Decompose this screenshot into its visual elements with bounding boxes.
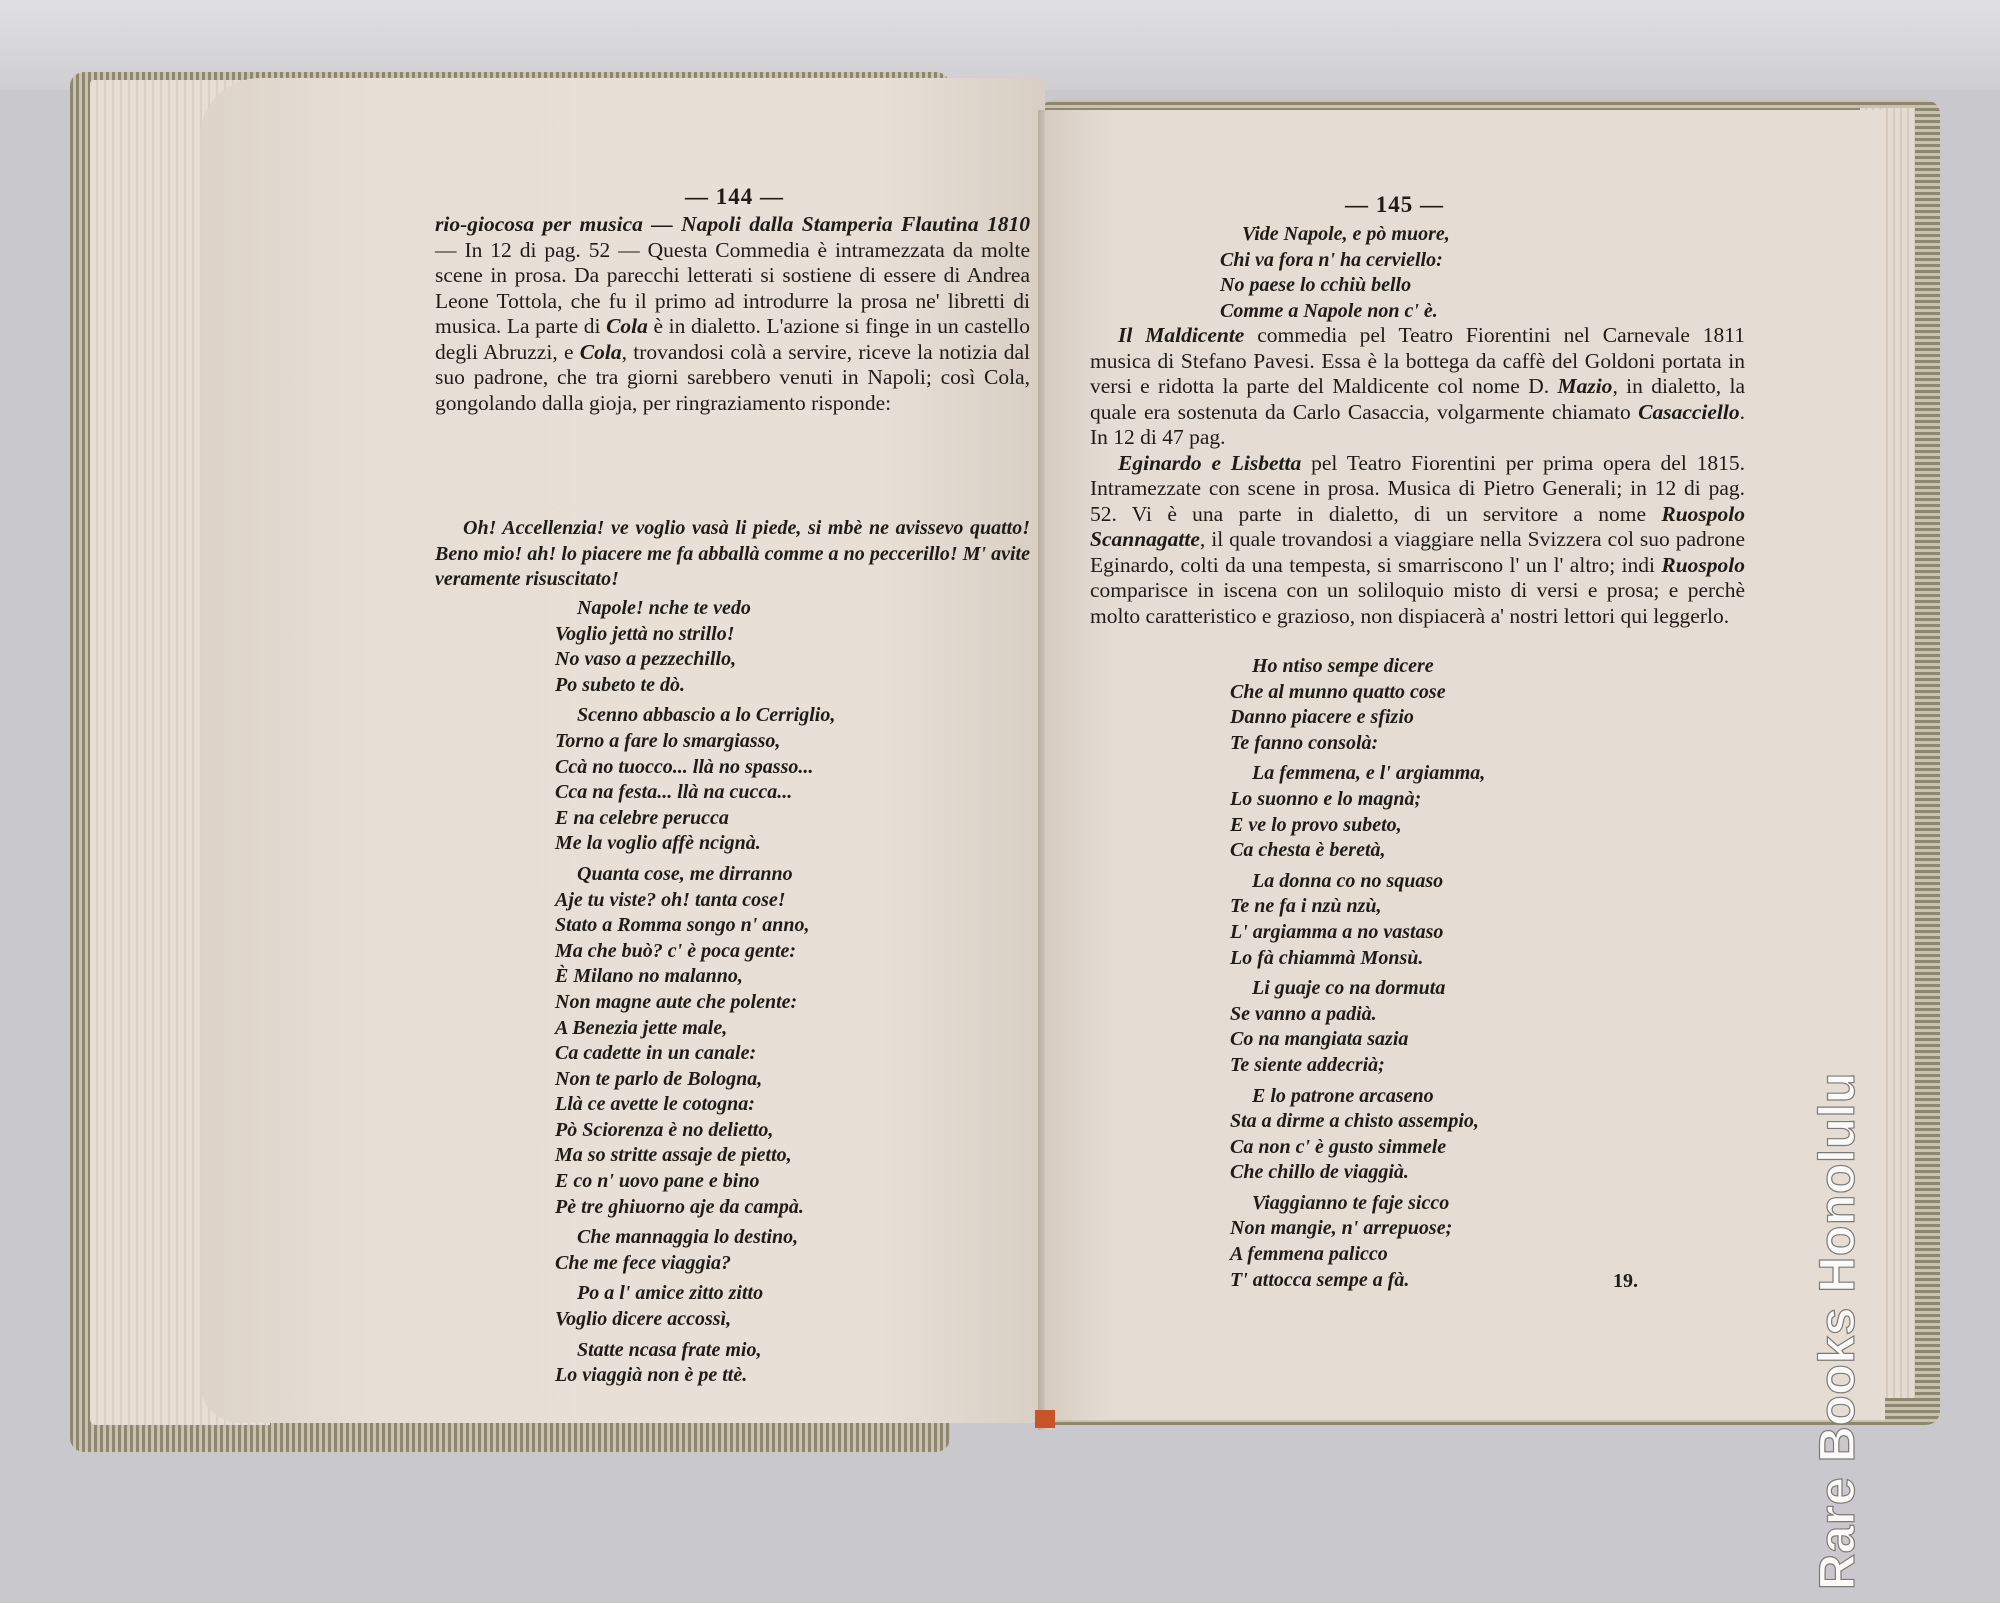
- verse-line: Ccà no tuocco... llà no spasso...: [555, 755, 814, 778]
- left-verse: [555, 596, 835, 1394]
- right-prose-block: [1090, 323, 1745, 629]
- cola-speech-text: Oh! Accellenzia! ve voglio vasà li piede, si mbè ne avissevo quatto! Beno mio! ah! lo piacere me fa abballà comme a no peccerillo! M' avite veramente risuscitato!: [435, 517, 1030, 590]
- verse-stanza: [1220, 222, 1450, 324]
- verse-line: La donna co no squaso: [1252, 869, 1444, 892]
- verse-line: Se vanno a padià.: [1230, 1002, 1377, 1025]
- verse-stanza: [555, 862, 835, 1220]
- verse-line: È Milano no malanno,: [555, 965, 743, 988]
- watermark: Rare Books Honolulu: [1809, 1072, 1865, 1590]
- verse-line: La femmena, e l' argiamma,: [1252, 762, 1486, 785]
- verse-line: Po a l' amice zitto zitto: [577, 1282, 764, 1305]
- verse-line: Aje tu viste? oh! tanta cose!: [555, 888, 786, 911]
- printer-signature: 19.: [1613, 1270, 1638, 1292]
- verse-line: E lo patrone arcaseno: [1252, 1084, 1434, 1107]
- verse-line: Sta a dirme a chisto assempio,: [1230, 1110, 1479, 1133]
- text-run: . In 12 di 47 pag.: [1090, 399, 1745, 449]
- verse-line: Ho ntiso sempe dicere: [1252, 655, 1434, 677]
- verse-line: Napole! nche te vedo: [577, 597, 751, 619]
- verse-stanza: [1230, 654, 1485, 756]
- verse-line: L' argiamma a no vastaso: [1230, 920, 1444, 943]
- text-run: , il quale trovandosi a viaggiare nella Svizzera col suo padrone Eginardo, colti da una tempesta, si smarriscono l' un l' altro; indi: [1090, 527, 1745, 577]
- verse-line: Ma che buò? c' è poca gente:: [555, 939, 797, 962]
- cola-speech: [435, 516, 1030, 593]
- verse-line: Cca na festa... llà na cucca...: [555, 781, 793, 804]
- verse-stanza: [1230, 1084, 1485, 1186]
- verse-stanza: [555, 1338, 835, 1389]
- verse-line: Pè tre ghiuorno aje da campà.: [555, 1195, 804, 1218]
- verse-line: Che chillo de viaggià.: [1230, 1161, 1409, 1184]
- verse-line: Me la voglio affè ncignà.: [555, 832, 761, 855]
- italic-title: Il Maldicente: [1118, 323, 1245, 347]
- italic-title: Casacciello: [1638, 399, 1740, 424]
- verse-line: Non mangie, n' arrepuose;: [1230, 1217, 1453, 1240]
- right-top-verse: [1220, 222, 1450, 329]
- verse-stanza: [555, 1281, 835, 1332]
- italic-title: Cola: [579, 339, 622, 364]
- verse-line: Stato a Romma songo n' anno,: [555, 914, 810, 937]
- verse-line: Co na mangiata sazia: [1230, 1028, 1409, 1051]
- verse-line: Non magne aute che polente:: [555, 990, 798, 1013]
- text-run: comparisce in iscena con un soliloquio misto di versi e prosa; e perchè molto caratteristico e grazioso, non dispiacerà a' nostri lettori qui leggerlo.: [1090, 578, 1745, 628]
- text-run: pel Teatro Fiorentini per prima opera del 1815. Intramezzate con scene in prosa. Musica di Pietro Generali; in 12 di pag. 52. Vi è una parte in dialetto, di un servitore a nome: [1090, 450, 1745, 526]
- verse-line: Ma so stritte assaje de pietto,: [555, 1144, 792, 1167]
- verse-line: Po subeto te dò.: [555, 673, 685, 696]
- verse-line: Vide Napole, e pò muore,: [1242, 223, 1450, 245]
- verse-line: Ca cadette in un canale:: [555, 1042, 757, 1065]
- italic-title: Ruospolo: [1661, 552, 1745, 577]
- text-run: , trovandosi colà a servire, riceve la notizia dal suo padrone, che tra giorni sarebbero venuti in Napoli; così Cola, gongolando dalla gioja, per ringraziamento risponde:: [435, 339, 1030, 415]
- italic-title: rio-giocosa per musica — Napoli dalla Stamperia Flautina 1810: [435, 212, 1030, 236]
- verse-line: Che al munno quatto cose: [1230, 680, 1446, 703]
- verse-line: Te siente addecrià;: [1230, 1053, 1385, 1076]
- verse-line: Che mannaggia lo destino,: [577, 1226, 799, 1249]
- verse-line: No paese lo cchiù bello: [1220, 274, 1412, 297]
- verse-line: T' attocca sempe a fà.: [1230, 1268, 1410, 1291]
- verse-line: A Benezia jette male,: [555, 1016, 728, 1039]
- verse-stanza: [1230, 869, 1485, 971]
- verse-stanza: [1230, 1191, 1485, 1293]
- verse-line: Voglio dicere accossì,: [555, 1308, 732, 1331]
- right-verse: [1230, 654, 1485, 1298]
- paragraph: [1090, 451, 1745, 630]
- paragraph: [1090, 323, 1745, 451]
- italic-title: Cola: [606, 314, 648, 338]
- page-number-right: — 145 —: [1345, 192, 1444, 217]
- verse-line: Voglio jettà no strillo!: [555, 622, 735, 645]
- verse-line: Statte ncasa frate mio,: [577, 1338, 762, 1361]
- verse-line: Chi va fora n' ha cerviello:: [1220, 248, 1443, 271]
- text-run: — In 12 di pag. 52 — Questa Commedia è intramezzata da molte scene in prosa. Da parecchi letterati si sostiene di essere di Andrea Leone Tottola, che fu il primo ad introdurre la prosa ne' libretti di musica. La parte di: [435, 237, 1030, 338]
- page-number-left: — 144 —: [685, 184, 784, 209]
- verse-stanza: [555, 703, 835, 857]
- verse-line: A femmena palicco: [1230, 1243, 1388, 1266]
- text-run: , in dialetto, la quale era sostenuta da Carlo Casaccia, volgarmente chiamato: [1090, 374, 1745, 424]
- verse-line: Scenno abbascio a lo Cerriglio,: [577, 704, 836, 727]
- spine-headband: [1035, 1410, 1055, 1428]
- verse-line: Viaggianno te faje sicco: [1252, 1191, 1450, 1214]
- verse-line: Lo viaggià non è pe ttè.: [555, 1364, 748, 1387]
- italic-title: Ruospolo Scannagatte: [1090, 501, 1745, 551]
- verse-line: Che me fece viaggia?: [555, 1251, 732, 1274]
- verse-line: No vaso a pezzechillo,: [555, 648, 737, 671]
- verse-line: Pò Sciorenza è no delietto,: [555, 1118, 774, 1141]
- verse-line: Torno a fare lo smargiasso,: [555, 729, 781, 752]
- verse-line: Quanta cose, me dirranno: [577, 862, 793, 885]
- italic-title: Mazio: [1557, 374, 1613, 398]
- verse-line: Danno piacere e sfizio: [1230, 706, 1414, 729]
- verse-line: Te ne fa i nzù nzù,: [1230, 895, 1382, 918]
- left-page: [200, 78, 1045, 1423]
- verse-line: E ve lo provo subeto,: [1230, 813, 1402, 836]
- paragraph: [435, 212, 1030, 416]
- text-run: commedia pel Teatro Fiorentini nel Carnevale 1811 musica di Stefano Pavesi. Essa è la bottega da caffè del Goldoni portata in versi e ridotta la parte del Maldicente col nome D.: [1090, 323, 1745, 398]
- verse-line: E na celebre perucca: [555, 806, 729, 829]
- verse-line: Lo fà chiammà Monsù.: [1230, 946, 1424, 969]
- verse-line: Li guaje co na dormuta: [1252, 977, 1446, 1000]
- verse-line: Non te parlo de Bologna,: [555, 1067, 763, 1090]
- verse-line: Te fanno consolà:: [1230, 731, 1379, 754]
- italic-title: Eginardo e Lisbetta: [1118, 450, 1302, 475]
- right-page: [1045, 110, 1885, 1420]
- verse-line: Ca non c' è gusto simmele: [1230, 1135, 1447, 1158]
- verse-stanza: [555, 596, 835, 698]
- left-prose-block: [435, 212, 1030, 416]
- verse-stanza: [1230, 976, 1485, 1078]
- verse-stanza: [555, 1225, 835, 1276]
- verse-line: Lo suonno e lo magnà;: [1230, 787, 1422, 810]
- verse-line: Llà ce avette le cotogna:: [555, 1093, 755, 1116]
- verse-line: Ca chesta è beretà,: [1230, 839, 1386, 862]
- verse-line: E co n' uovo pane e bino: [555, 1170, 760, 1193]
- text-run: è in dialetto. L'azione si finge in un castello degli Abruzzi, e: [435, 314, 1030, 364]
- verse-stanza: [1230, 761, 1485, 863]
- verse-line: Comme a Napole non c' è.: [1220, 299, 1438, 322]
